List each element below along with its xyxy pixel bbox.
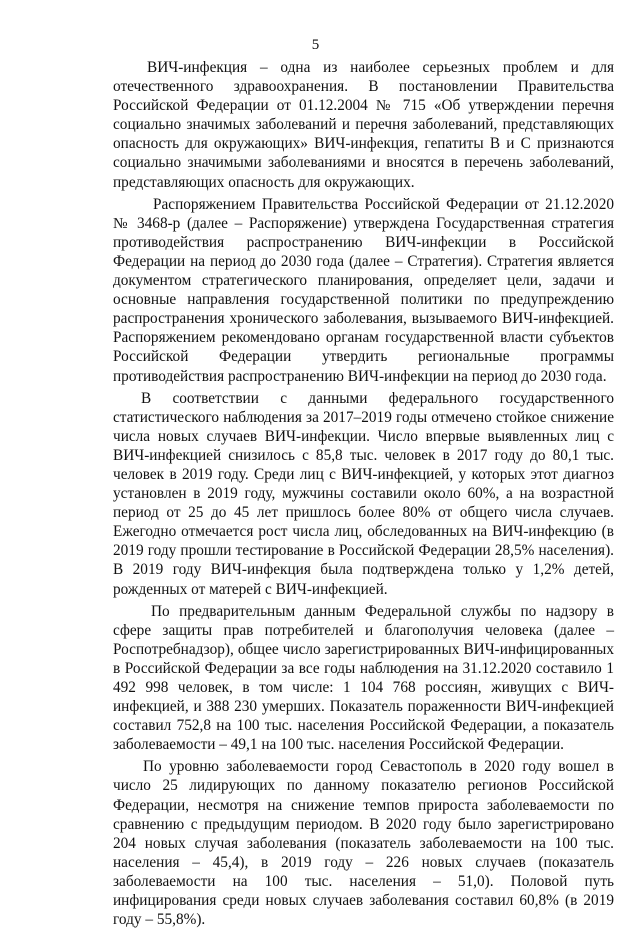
document-body bbox=[113, 58, 614, 932]
paragraph-strategy-order: Распоряжением Правительства Российской Федерации от 21.12.2020 № 3468-р (далее – Распоряжение) утверждена Государственная стратегия противодействия распространению ВИЧ-инфекции в Российской Федерации на период до 2030 года (далее – Стратегия). Стратегия является документом стратегического планирования, определяет цели, задачи и основные направления государственной политики по предупреждению распространения хронического заболевания, вызываемого ВИЧ-инфекцией. Распоряжением рекомендовано органам государственной власти субъектов Российской Федерации утвердить региональные программы противодействия распространению ВИЧ-инфекции на период до 2030 года. bbox=[113, 195, 614, 385]
paragraph-hiv-significance: ВИЧ-инфекция – одна из наиболее серьезных проблем и для отечественного здравоохранения. В постановлении Правительства Российской Федерации от 01.12.2004 № 715 «Об утверждении перечня социально значимых заболеваний и перечня заболеваний, представляющих опасность для окружающих» ВИЧ-инфекция, гепатиты В и С признаются социально значимыми заболеваниями и вносятся в перечень заболеваний, представляющих опасность для окружающих. bbox=[113, 59, 614, 191]
paragraph-sevastopol: По уровню заболеваемости город Севастополь в 2020 году вошел в число 25 лидирующих по данному показателю регионов Российской Федерации, несмотря на снижение темпов прироста заболеваемости по сравнению с предыдущим периодом. В 2020 году было зарегистрировано 204 новых случая заболевания (показатель заболеваемости на 100 тыс. населения – 45,4), в 2019 году – 226 новых случаев (показатель заболеваемости на 100 тыс. населения – 51,0). Половой путь инфицирования среди новых случаев заболевания составил 60,8% (в 2019 году – 55,8%). bbox=[113, 758, 614, 929]
paragraph-rospotrebnadzor-data: По предварительным данным Федеральной службы по надзору в сфере защиты прав потребителей и благополучия человека (далее – Роспотребнадзор), общее число зарегистрированных ВИЧ-инфицированных в Российской Федерации за все годы наблюдения на 31.12.2020 составило 1 492 998 человек, в том числе: 1 104 768 россиян, живущих с ВИЧ-инфекцией, и 388 230 умерших. Показатель пораженности ВИЧ-инфекцией составил 752,8 на 100 тыс. населения Российской Федерации, а показатель заболеваемости – 49,1 на 100 тыс. населения Российской Федерации. bbox=[113, 602, 614, 754]
paragraph-statistics-2017-2019: В соответствии с данными федерального государственного статистического наблюдения за 2017–2019 годы отмечено стойкое снижение числа новых случаев ВИЧ-инфекции. Число впервые выявленных лиц с ВИЧ-инфекцией снизилось с 85,8 тыс. человек в 2017 году до 80,1 тыс. человек в 2019 году. Среди лиц с ВИЧ-инфекцией, у которых этот диагноз установлен в 2019 году, мужчины составили около 60%, а на возрастной период от 25 до 45 лет пришлось более 80% от общего числа случаев. Ежегодно отмечается рост числа лиц, обследованных на ВИЧ-инфекцию (в 2019 году прошли тестирование в Российской Федерации 28,5% населения). В 2019 году ВИЧ-инфекция была подтверждена только у 1,2% детей, рожденных от матерей с ВИЧ-инфекцией. bbox=[113, 389, 614, 598]
page-number: 5 bbox=[311, 37, 320, 53]
